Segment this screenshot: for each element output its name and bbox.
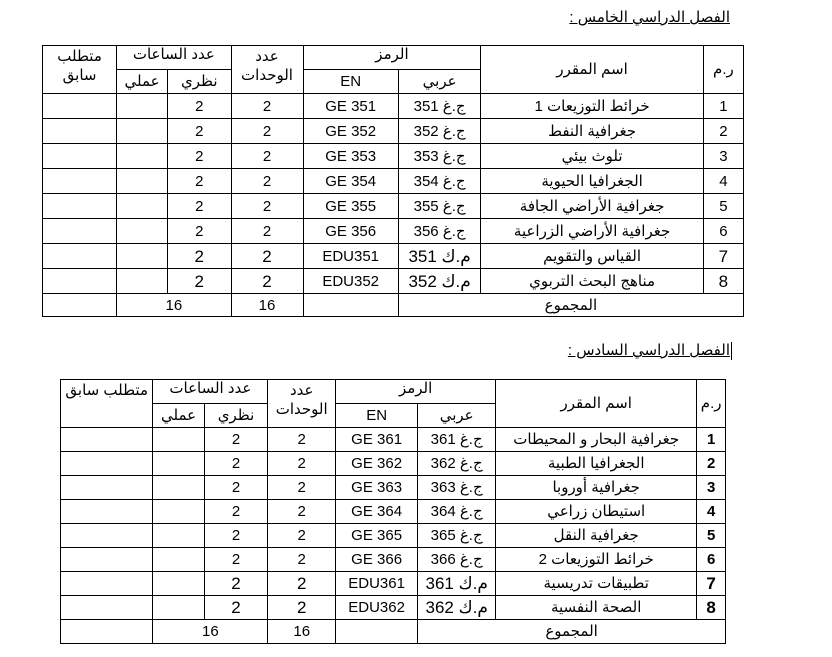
course-code-en: GE 362 [336, 452, 418, 476]
course-prereq [43, 244, 117, 269]
table-row [43, 169, 744, 194]
col-header-code-en: EN [336, 404, 418, 428]
row-num: 7 [697, 572, 726, 596]
col-header-theory: نظري [204, 404, 268, 428]
course-theory-hours: 2 [167, 219, 231, 244]
course-code-ar: م.ك 351 [398, 244, 481, 269]
course-code-ar: م.ك 352 [398, 269, 481, 294]
course-units: 2 [268, 452, 336, 476]
course-theory-hours: 2 [204, 524, 268, 548]
course-units: 2 [231, 244, 303, 269]
row-num: 5 [703, 194, 743, 219]
course-theory-hours: 2 [204, 500, 268, 524]
course-name: الصحة النفسية [496, 596, 697, 620]
row-num: 3 [703, 144, 743, 169]
table-row [43, 244, 744, 269]
course-code-en: GE 364 [336, 500, 418, 524]
header-row-top [43, 46, 744, 70]
row-num: 5 [697, 524, 726, 548]
total-prereq-empty [43, 294, 117, 317]
course-practical-hours [153, 476, 204, 500]
course-units: 2 [231, 169, 303, 194]
course-practical-hours [153, 596, 204, 620]
course-theory-hours: 2 [167, 119, 231, 144]
course-name: خرائط التوزيعات 1 [481, 94, 703, 119]
table-row [61, 596, 726, 620]
course-practical-hours [153, 452, 204, 476]
course-theory-hours: 2 [167, 94, 231, 119]
course-practical-hours [153, 524, 204, 548]
course-code-en: GE 353 [303, 144, 398, 169]
course-prereq [43, 194, 117, 219]
course-practical-hours [153, 500, 204, 524]
course-units: 2 [268, 428, 336, 452]
course-name: جغرافية الأراضي الزراعية [481, 219, 703, 244]
row-num: 6 [697, 548, 726, 572]
col-header-theory: نظري [167, 70, 231, 94]
course-theory-hours: 2 [204, 548, 268, 572]
col-header-units: عدد الوحدات [231, 46, 303, 94]
col-header-code-en: EN [303, 70, 398, 94]
table-row [43, 119, 744, 144]
col-header-code-ar: عربي [398, 70, 481, 94]
course-prereq [43, 94, 117, 119]
course-theory-hours: 2 [204, 596, 268, 620]
course-code-ar: ج.غ 362 [418, 452, 496, 476]
course-code-ar: ج.غ 364 [418, 500, 496, 524]
total-row [43, 294, 744, 317]
course-units: 2 [268, 548, 336, 572]
course-practical-hours [117, 194, 168, 219]
course-prereq [61, 428, 153, 452]
course-units: 2 [231, 119, 303, 144]
row-num: 2 [697, 452, 726, 476]
course-code-ar: ج.غ 355 [398, 194, 481, 219]
col-header-hours: عدد الساعات [153, 380, 268, 404]
course-units: 2 [268, 524, 336, 548]
course-name: تطبيقات تدريسية [496, 572, 697, 596]
course-name: تلوث بيئي [481, 144, 703, 169]
course-prereq [43, 269, 117, 294]
row-num: 4 [697, 500, 726, 524]
total-hours: 16 [153, 620, 268, 644]
total-units: 16 [268, 620, 336, 644]
course-code-en: GE 365 [336, 524, 418, 548]
col-header-code: الرمز [303, 46, 481, 70]
course-prereq [61, 476, 153, 500]
total-units: 16 [231, 294, 303, 317]
course-code-en: GE 351 [303, 94, 398, 119]
total-empty [303, 294, 398, 317]
total-row [61, 620, 726, 644]
course-code-en: GE 355 [303, 194, 398, 219]
row-num: 7 [703, 244, 743, 269]
course-practical-hours [117, 244, 168, 269]
total-empty [336, 620, 418, 644]
course-code-ar: م.ك 362 [418, 596, 496, 620]
course-name: جغرافية البحار و المحيطات [496, 428, 697, 452]
table-row [61, 572, 726, 596]
course-theory-hours: 2 [204, 428, 268, 452]
course-code-en: GE 361 [336, 428, 418, 452]
course-prereq [43, 144, 117, 169]
course-theory-hours: 2 [204, 476, 268, 500]
course-theory-hours: 2 [167, 144, 231, 169]
table-row [61, 428, 726, 452]
col-header-prereq: متطلب سابق [61, 380, 153, 428]
course-prereq [61, 572, 153, 596]
col-header-units: عدد الوحدات [268, 380, 336, 428]
course-prereq [43, 119, 117, 144]
table-row [43, 194, 744, 219]
course-name: خرائط التوزيعات 2 [496, 548, 697, 572]
course-practical-hours [117, 169, 168, 194]
course-units: 2 [268, 572, 336, 596]
course-practical-hours [117, 144, 168, 169]
course-prereq [61, 452, 153, 476]
course-code-en: EDU351 [303, 244, 398, 269]
course-code-en: GE 354 [303, 169, 398, 194]
course-practical-hours [153, 548, 204, 572]
course-code-en: GE 356 [303, 219, 398, 244]
course-theory-hours: 2 [167, 194, 231, 219]
course-code-en: GE 352 [303, 119, 398, 144]
row-num: 1 [697, 428, 726, 452]
course-code-ar: ج.غ 354 [398, 169, 481, 194]
course-theory-hours: 2 [204, 572, 268, 596]
course-prereq [61, 596, 153, 620]
col-header-num: ر.م [703, 46, 743, 94]
col-header-practical: عملي [117, 70, 168, 94]
table-row [43, 219, 744, 244]
row-num: 6 [703, 219, 743, 244]
course-practical-hours [117, 219, 168, 244]
course-code-en: EDU352 [303, 269, 398, 294]
row-num: 4 [703, 169, 743, 194]
course-units: 2 [231, 194, 303, 219]
col-header-course-name: اسم المقرر [496, 380, 697, 428]
total-prereq-empty [61, 620, 153, 644]
course-units: 2 [268, 476, 336, 500]
course-practical-hours [153, 572, 204, 596]
course-code-ar: ج.غ 356 [398, 219, 481, 244]
course-code-ar: ج.غ 352 [398, 119, 481, 144]
course-code-ar: ج.غ 363 [418, 476, 496, 500]
row-num: 3 [697, 476, 726, 500]
course-prereq [61, 524, 153, 548]
col-header-code: الرمز [336, 380, 496, 404]
course-name: القياس والتقويم [481, 244, 703, 269]
course-prereq [43, 169, 117, 194]
table-row [43, 144, 744, 169]
course-code-ar: ج.غ 351 [398, 94, 481, 119]
total-label: المجموع [418, 620, 726, 644]
course-code-en: GE 363 [336, 476, 418, 500]
col-header-practical: عملي [153, 404, 204, 428]
col-header-course-name: اسم المقرر [481, 46, 703, 94]
course-code-ar: ج.غ 353 [398, 144, 481, 169]
course-theory-hours: 2 [167, 269, 231, 294]
col-header-num: ر.م [697, 380, 726, 428]
header-row-top [61, 380, 726, 404]
semester5-title: الفصل الدراسي الخامس : [569, 9, 730, 26]
course-name: الجغرافيا الطبية [496, 452, 697, 476]
course-name: جغرافية النقل [496, 524, 697, 548]
course-theory-hours: 2 [167, 169, 231, 194]
course-code-ar: م.ك 361 [418, 572, 496, 596]
course-name: جغرافية الأراضي الجافة [481, 194, 703, 219]
course-prereq [61, 500, 153, 524]
semester5-table [42, 45, 744, 317]
row-num: 2 [703, 119, 743, 144]
row-num: 8 [703, 269, 743, 294]
course-name: جغرافية أوروبا [496, 476, 697, 500]
course-code-ar: ج.غ 365 [418, 524, 496, 548]
course-name: جغرافية النفط [481, 119, 703, 144]
table-row [61, 500, 726, 524]
total-hours: 16 [117, 294, 231, 317]
semester6-title: الفصل الدراسي السادس : [567, 342, 730, 359]
course-practical-hours [117, 119, 168, 144]
col-header-prereq: متطلب سابق [43, 46, 117, 94]
col-header-hours: عدد الساعات [117, 46, 231, 70]
course-code-en: EDU362 [336, 596, 418, 620]
course-units: 2 [268, 500, 336, 524]
table-row [43, 94, 744, 119]
course-prereq [43, 219, 117, 244]
table-row [61, 476, 726, 500]
table-row [61, 548, 726, 572]
course-name: مناهج البحث التربوي [481, 269, 703, 294]
row-num: 1 [703, 94, 743, 119]
course-units: 2 [231, 144, 303, 169]
table-row [61, 524, 726, 548]
course-practical-hours [117, 269, 168, 294]
course-code-ar: ج.غ 361 [418, 428, 496, 452]
table-row [43, 269, 744, 294]
course-code-ar: ج.غ 366 [418, 548, 496, 572]
course-units: 2 [231, 94, 303, 119]
course-code-en: EDU361 [336, 572, 418, 596]
course-practical-hours [117, 94, 168, 119]
course-name: الجغرافيا الحيوية [481, 169, 703, 194]
course-theory-hours: 2 [204, 452, 268, 476]
course-units: 2 [231, 269, 303, 294]
course-name: استيطان زراعي [496, 500, 697, 524]
table-row [61, 452, 726, 476]
total-label: المجموع [398, 294, 743, 317]
semester6-table [60, 379, 726, 644]
row-num: 8 [697, 596, 726, 620]
course-units: 2 [231, 219, 303, 244]
course-theory-hours: 2 [167, 244, 231, 269]
course-code-en: GE 366 [336, 548, 418, 572]
course-units: 2 [268, 596, 336, 620]
col-header-code-ar: عربي [418, 404, 496, 428]
course-prereq [61, 548, 153, 572]
course-practical-hours [153, 428, 204, 452]
